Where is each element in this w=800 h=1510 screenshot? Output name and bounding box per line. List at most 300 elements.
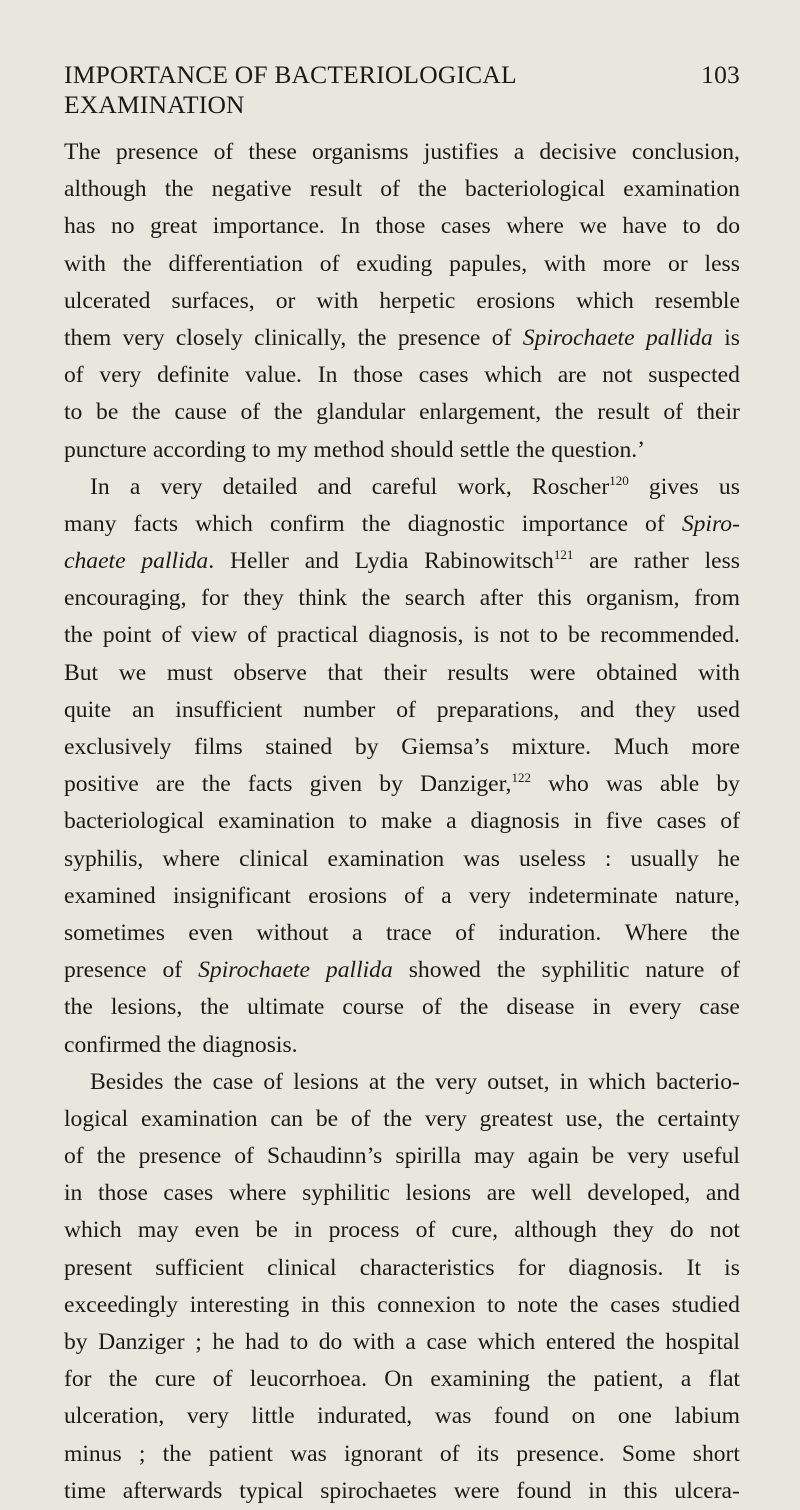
text-run: of xyxy=(404,882,424,909)
text-run: those xyxy=(97,1180,148,1207)
text-run: of xyxy=(350,1105,371,1132)
text-run: conclusion, xyxy=(631,139,740,165)
text-line xyxy=(64,766,740,803)
word xyxy=(506,208,564,245)
text-run: examination xyxy=(140,1105,258,1132)
text-line xyxy=(64,171,740,208)
word xyxy=(167,655,213,692)
word xyxy=(368,617,463,654)
word xyxy=(64,246,106,283)
text-run: encouraging, xyxy=(64,585,187,612)
word xyxy=(446,803,456,840)
text-run: are xyxy=(155,771,185,798)
text-run: results xyxy=(447,659,509,686)
text-run: with xyxy=(352,1329,395,1355)
text-line xyxy=(64,1361,740,1398)
word xyxy=(64,283,150,320)
word xyxy=(64,171,147,208)
word xyxy=(383,655,426,692)
text-run: diagnosis. xyxy=(568,1254,664,1281)
word xyxy=(632,134,740,171)
text-run: a xyxy=(680,1366,692,1393)
italic-text: pallida xyxy=(325,957,393,984)
text-run: the xyxy=(361,510,391,537)
text-run: cases xyxy=(656,808,707,835)
word xyxy=(681,1361,691,1398)
word xyxy=(64,1138,84,1175)
text-run: In xyxy=(340,213,361,240)
text-run: an xyxy=(132,696,155,723)
text-run: we xyxy=(579,213,607,240)
text-run: lesions, xyxy=(110,994,183,1021)
text-run: for xyxy=(517,1254,546,1281)
word xyxy=(247,617,267,654)
text-run: number xyxy=(303,696,376,723)
word xyxy=(160,469,202,506)
text-run: and xyxy=(304,548,339,575)
word xyxy=(303,692,375,729)
word xyxy=(499,617,529,654)
word xyxy=(724,320,740,357)
word xyxy=(167,1027,196,1064)
text-run: were xyxy=(529,659,576,686)
word xyxy=(487,1287,505,1324)
text-run: very xyxy=(435,1068,478,1095)
text-run: have xyxy=(622,213,667,240)
text-run: which xyxy=(477,1329,536,1355)
word xyxy=(64,357,84,394)
word xyxy=(314,432,385,469)
text-run: presence xyxy=(64,957,147,984)
text-run: spirochaetes xyxy=(320,1477,437,1504)
word xyxy=(355,543,409,580)
text-run: glandular xyxy=(316,399,406,426)
text-run: who xyxy=(548,771,589,798)
text-run: obtained xyxy=(596,659,678,686)
word xyxy=(705,246,740,283)
word xyxy=(156,766,185,803)
word xyxy=(613,1212,654,1249)
text-run: at xyxy=(368,1068,386,1095)
word xyxy=(610,1287,660,1324)
word xyxy=(301,1287,319,1324)
word xyxy=(626,1324,655,1361)
text-line xyxy=(64,543,740,580)
word xyxy=(460,989,489,1026)
text-run: course xyxy=(342,994,404,1021)
text-line xyxy=(64,878,740,915)
word xyxy=(405,1324,415,1361)
text-run: we xyxy=(118,659,147,686)
word xyxy=(340,208,360,245)
text-line xyxy=(64,506,740,543)
text-run: very xyxy=(627,1143,670,1170)
word xyxy=(305,543,339,580)
text-run: patient, xyxy=(593,1366,664,1393)
text-run: exuding xyxy=(356,250,433,277)
text-run: which xyxy=(576,287,634,314)
text-run: was xyxy=(434,1403,472,1430)
word xyxy=(629,989,681,1026)
word xyxy=(352,915,362,952)
word xyxy=(245,357,302,394)
word xyxy=(460,432,510,469)
text-run: short xyxy=(692,1440,740,1467)
text-run: of xyxy=(455,919,475,946)
word xyxy=(596,655,677,692)
word xyxy=(452,1212,499,1249)
text-run: to xyxy=(682,213,701,240)
word xyxy=(645,952,704,989)
text-line xyxy=(64,1287,740,1324)
word xyxy=(349,803,367,840)
word xyxy=(383,1101,412,1138)
text-run: the xyxy=(625,1329,655,1355)
word xyxy=(398,320,481,357)
word xyxy=(497,952,526,989)
text-run: their xyxy=(696,399,740,426)
page-number: 103 xyxy=(701,60,740,89)
word xyxy=(212,171,292,208)
text-run: of xyxy=(663,399,684,426)
text-run: rather xyxy=(633,548,689,575)
text-run: differentiation xyxy=(168,250,303,277)
text-run: justifies xyxy=(423,139,499,165)
text-run: sufficient xyxy=(155,1254,244,1281)
word xyxy=(416,1212,436,1249)
word xyxy=(724,1250,740,1287)
text-run: make xyxy=(381,808,433,835)
text-run: spirilla xyxy=(395,1143,461,1170)
word xyxy=(328,841,445,878)
running-head-title: IMPORTANCE OF BACTERIOLOGICAL EXAMINATION xyxy=(64,60,516,119)
text-run: my xyxy=(277,436,308,463)
word xyxy=(635,692,676,729)
word xyxy=(649,469,699,506)
word xyxy=(97,1138,126,1175)
word xyxy=(316,394,405,431)
text-run: very xyxy=(122,324,165,351)
text-run: the xyxy=(357,324,387,351)
word xyxy=(254,320,346,357)
text-run: very xyxy=(468,882,511,909)
word xyxy=(435,1398,472,1435)
word xyxy=(711,915,740,952)
word xyxy=(64,580,187,617)
text-run: without xyxy=(256,919,329,946)
word xyxy=(64,394,82,431)
word xyxy=(360,1250,495,1287)
text-run: Giemsa’s xyxy=(401,734,490,760)
text-run: to xyxy=(487,1291,506,1318)
word xyxy=(420,766,531,803)
word xyxy=(64,1175,82,1212)
word xyxy=(213,208,325,245)
text-run: a xyxy=(446,808,457,835)
text-run: according xyxy=(152,436,246,463)
word xyxy=(544,246,586,283)
word xyxy=(480,580,523,617)
text-run: the xyxy=(496,957,526,984)
text-run: question.’ xyxy=(551,436,646,463)
text-run: point xyxy=(102,622,152,649)
word xyxy=(132,692,154,729)
text-line xyxy=(64,394,740,431)
word xyxy=(90,469,110,506)
text-run: in xyxy=(64,1180,83,1207)
text-run: in xyxy=(592,994,611,1021)
word xyxy=(572,1398,596,1435)
text-run: a xyxy=(351,919,363,946)
text-line xyxy=(64,1436,740,1473)
word xyxy=(580,692,614,729)
text-run: those xyxy=(353,362,403,389)
word xyxy=(473,617,489,654)
word xyxy=(64,841,143,878)
word xyxy=(425,1101,467,1138)
text-run: practical xyxy=(277,622,359,649)
word xyxy=(487,1175,516,1212)
text-run: or xyxy=(668,250,688,277)
word xyxy=(318,357,338,394)
word xyxy=(252,432,270,469)
word xyxy=(223,469,298,506)
word xyxy=(174,394,226,431)
word xyxy=(344,1436,423,1473)
text-run: more xyxy=(602,250,652,277)
text-run: of xyxy=(439,1440,460,1467)
text-run: resemble xyxy=(654,287,740,314)
word xyxy=(200,989,229,1026)
word xyxy=(267,1250,336,1287)
text-run: even xyxy=(194,1217,240,1244)
text-run: a xyxy=(405,1329,416,1355)
word xyxy=(568,1250,663,1287)
text-run: less xyxy=(704,548,740,575)
text-run: the xyxy=(383,1105,413,1132)
word xyxy=(163,952,183,989)
word xyxy=(214,134,234,171)
word xyxy=(317,1398,412,1435)
word xyxy=(600,617,740,654)
word xyxy=(538,580,572,617)
word xyxy=(248,134,296,171)
word xyxy=(203,1027,298,1064)
text-run: one xyxy=(617,1403,652,1430)
word xyxy=(64,134,101,171)
text-run: syphilitic xyxy=(302,1180,390,1207)
word xyxy=(634,543,689,580)
word xyxy=(606,803,643,840)
word xyxy=(625,915,688,952)
word xyxy=(250,1361,367,1398)
text-line xyxy=(64,134,740,171)
text-run: this xyxy=(537,585,572,612)
word xyxy=(697,692,740,729)
text-run: present xyxy=(64,1254,133,1281)
word xyxy=(132,394,161,431)
text-run: ; xyxy=(195,1329,202,1355)
text-run: do xyxy=(318,1329,343,1355)
text-run: the xyxy=(64,994,93,1021)
word xyxy=(516,1473,571,1510)
word xyxy=(648,357,740,394)
word xyxy=(588,1473,606,1510)
italic-text: pallida xyxy=(645,324,713,351)
text-run: of xyxy=(162,957,183,984)
word xyxy=(555,394,584,431)
text-run: observe xyxy=(233,659,307,686)
text-line xyxy=(64,1324,740,1361)
text-run: Danziger xyxy=(98,1329,185,1355)
word xyxy=(190,1287,290,1324)
text-run: flat xyxy=(708,1366,740,1393)
text-run: by xyxy=(716,771,740,798)
word xyxy=(539,134,616,171)
text-line xyxy=(64,692,740,729)
text-run: connexion xyxy=(377,1291,476,1318)
word xyxy=(64,1027,161,1064)
text-run: cure xyxy=(154,1366,196,1393)
text-run: syphilis, xyxy=(64,845,144,872)
text-run: value. xyxy=(244,362,302,389)
text-line xyxy=(64,1175,740,1212)
word xyxy=(487,1064,549,1101)
word xyxy=(381,803,432,840)
word xyxy=(566,1101,603,1138)
word xyxy=(401,729,489,766)
text-run: from xyxy=(694,585,740,612)
text-run: the xyxy=(167,1031,197,1058)
text-run: clinically, xyxy=(254,324,347,351)
word xyxy=(98,1175,148,1212)
word xyxy=(64,766,139,803)
word xyxy=(409,952,481,989)
word xyxy=(150,208,197,245)
word xyxy=(162,617,182,654)
text-run: where xyxy=(228,1180,287,1207)
word xyxy=(576,283,634,320)
text-run: with xyxy=(316,287,359,314)
word xyxy=(372,469,437,506)
word xyxy=(116,134,199,171)
text-run: after xyxy=(479,585,523,612)
word xyxy=(141,1101,258,1138)
text-run: recommended. xyxy=(600,622,740,649)
text-run: In xyxy=(317,362,338,389)
word xyxy=(90,1064,163,1101)
word xyxy=(528,878,658,915)
word xyxy=(530,655,576,692)
word xyxy=(64,1324,88,1361)
text-run: insufficient xyxy=(175,696,283,723)
text-run: result xyxy=(597,399,650,426)
word xyxy=(522,506,628,543)
text-run: bacteriological xyxy=(464,176,606,203)
word xyxy=(476,283,555,320)
text-run: presence xyxy=(138,1143,222,1170)
word xyxy=(540,617,558,654)
text-line xyxy=(64,617,740,654)
text-run: very xyxy=(424,1105,467,1132)
word xyxy=(96,394,118,431)
text-line xyxy=(64,357,740,394)
text-line xyxy=(64,1398,740,1435)
text-run: in xyxy=(294,1217,313,1244)
text-run: clinical xyxy=(267,1254,337,1281)
text-run: Besides xyxy=(90,1068,164,1095)
text-run: should xyxy=(390,436,454,463)
text-line xyxy=(64,803,740,840)
text-run: cause xyxy=(174,399,227,426)
text-run: of xyxy=(396,696,416,723)
text-run: more xyxy=(691,734,740,760)
word xyxy=(586,580,679,617)
text-run: of xyxy=(213,139,234,165)
word xyxy=(218,803,335,840)
italic-text: Spirochaete xyxy=(522,324,635,351)
word xyxy=(441,878,451,915)
text-run: importance. xyxy=(212,213,325,240)
text-run: bacteriological xyxy=(64,808,205,835)
word xyxy=(195,1324,202,1361)
word xyxy=(162,841,220,878)
text-run: diagnosis xyxy=(470,808,560,835)
word xyxy=(593,1361,663,1398)
text-run: less xyxy=(704,250,740,277)
text-run: of xyxy=(421,994,442,1021)
word xyxy=(691,729,739,766)
text-run: a xyxy=(441,882,452,909)
text-line xyxy=(64,1212,740,1249)
word xyxy=(277,617,358,654)
text-run: although xyxy=(514,1217,597,1244)
text-run: ; xyxy=(138,1440,146,1467)
text-run: in xyxy=(588,1477,607,1504)
word xyxy=(548,766,589,803)
text-run: patient xyxy=(208,1440,273,1467)
word xyxy=(379,766,403,803)
text-run: Some xyxy=(621,1440,676,1467)
word xyxy=(379,283,455,320)
text-run: leucorrhoea. xyxy=(249,1366,367,1393)
text-run: the xyxy=(131,399,161,426)
text-run: greatest xyxy=(479,1105,553,1132)
text-run: the xyxy=(711,919,740,946)
word xyxy=(277,432,307,469)
text-run: examination xyxy=(218,808,335,835)
text-run: they xyxy=(613,1217,654,1244)
word xyxy=(518,1250,546,1287)
text-run: ultimate xyxy=(247,994,325,1021)
word xyxy=(64,432,147,469)
word xyxy=(276,283,296,320)
word xyxy=(163,1436,192,1473)
word xyxy=(706,1175,740,1212)
text-line xyxy=(64,246,740,283)
text-run: that xyxy=(327,659,363,686)
word xyxy=(377,1287,475,1324)
word xyxy=(274,394,303,431)
text-run: again xyxy=(527,1143,579,1170)
word xyxy=(64,1398,164,1435)
word xyxy=(316,1101,338,1138)
reference-number: 120 xyxy=(609,472,629,488)
word xyxy=(657,803,707,840)
text-run: Much xyxy=(613,734,669,760)
word xyxy=(551,432,645,469)
word xyxy=(687,1250,701,1287)
